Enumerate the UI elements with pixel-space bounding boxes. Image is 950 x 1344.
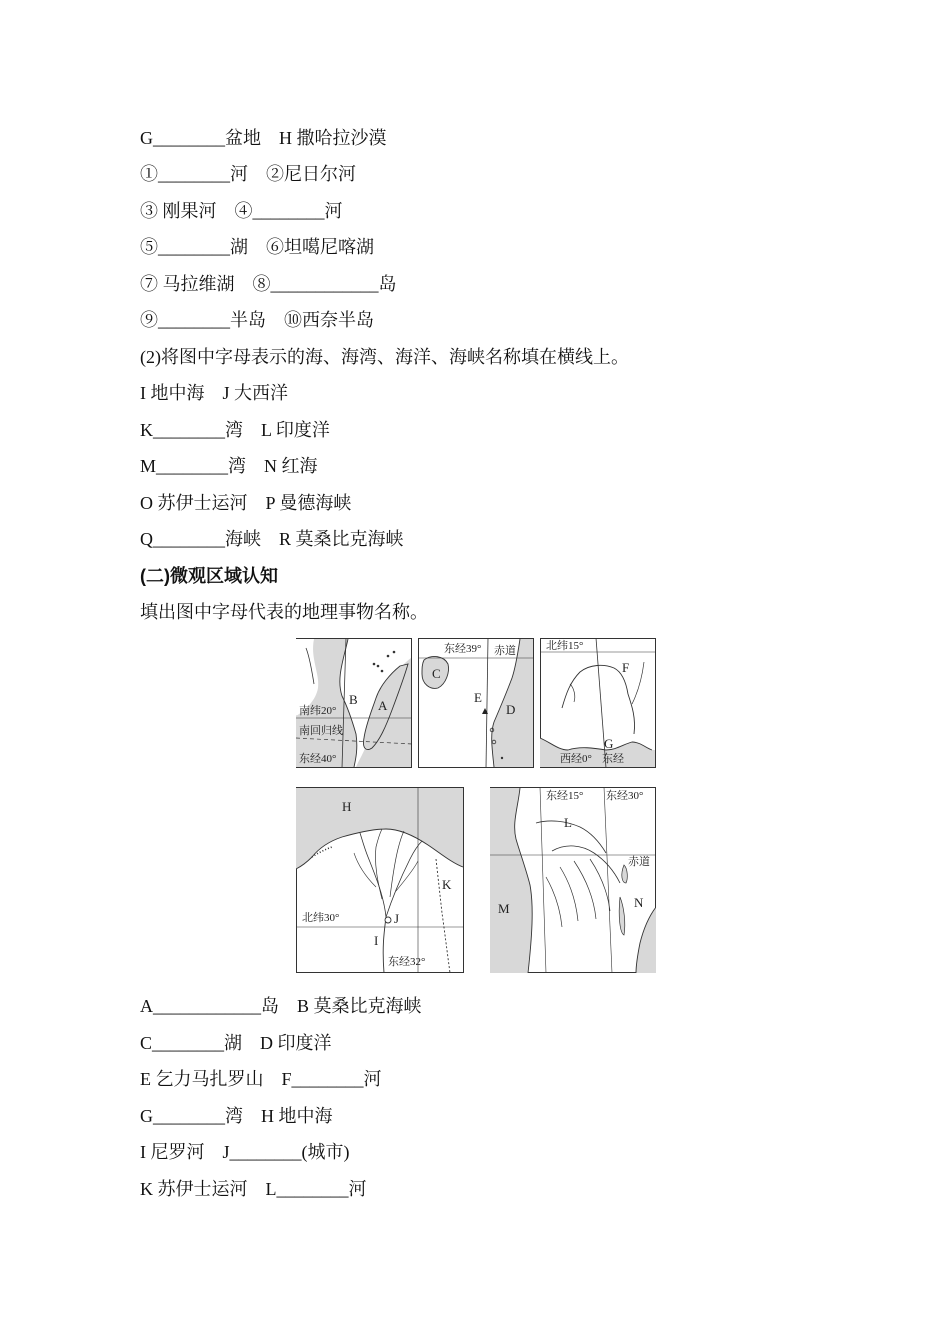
map1-letter-b: B [349,692,358,707]
map5-letter-m: M [498,901,510,916]
map2-equator: 赤道 [494,645,516,657]
map2-letter-c: C [432,666,441,681]
fill-line-k-l: K________湾 L 印度洋 [140,420,330,440]
map1-lon-40e: 东经40° [299,753,337,765]
map-nile-delta [296,787,464,973]
map1-lat-20s: 南纬20° [299,705,337,717]
map5-letter-l: L [564,815,572,830]
map3-letter-g: G [604,736,614,751]
map-madagascar [296,638,412,768]
fill-line-g-h: G________盆地 H 撒哈拉沙漠 [140,128,387,148]
map2-letter-e: E [474,690,482,705]
map1-tropic-capricorn: 南回归线 [299,725,343,737]
fill-line-m-n: M________湾 N 红海 [140,456,318,476]
map2-lon-39e: 东经39° [444,643,482,655]
fill-line-river-1-2: ①________河 ②尼日尔河 [140,164,356,184]
map-central-africa [490,787,656,973]
map-east-africa [418,638,534,768]
answer-line-i-j: I 尼罗河 J________(城市) [140,1142,350,1162]
fill-line-q-r: Q________海峡 R 莫桑比克海峡 [140,529,404,549]
map5-letter-n: N [634,895,644,910]
answer-line-a-b: A____________岛 B 莫桑比克海峡 [140,996,422,1016]
fill-line-lake-5-6: ⑤________湖 ⑥坦噶尼喀湖 [140,237,374,257]
map5-equator: 赤道 [628,856,650,868]
part2-instruction: (2)将图中字母表示的海、海湾、海洋、海峡名称填在横线上。 [140,347,629,367]
map3-lon-0w: 西经0° [560,753,592,765]
map4-letter-k: K [442,877,452,892]
answer-line-k-l: K 苏伊士运河 L________河 [140,1179,367,1199]
answer-line-c-d: C________湖 D 印度洋 [140,1033,332,1053]
fill-line-river-3-4: ③ 刚果河 ④________河 [140,201,343,221]
map3-lon-e: 东经 [602,753,624,765]
fill-line-i-j: I 地中海 J 大西洋 [140,383,288,403]
fill-line-o-p: O 苏伊士运河 P 曼德海峡 [140,493,352,513]
map5-lon-15e: 东经15° [546,790,584,802]
map2-letter-d: D [506,702,516,717]
map-west-africa [540,638,656,768]
map4-lat-30n: 北纬30° [302,912,340,924]
map4-letter-h: H [342,799,352,814]
map3-letter-f: F [622,660,630,675]
fill-line-lake-7-island-8: ⑦ 马拉维湖 ⑧____________岛 [140,274,397,294]
map4-lon-32e: 东经32° [388,956,426,968]
section-instruction: 填出图中字母代表的地理事物名称。 [140,602,428,622]
map4-letter-i: I [374,933,379,948]
map3-lat-15n: 北纬15° [546,640,584,652]
answer-line-g-h: G________湾 H 地中海 [140,1106,333,1126]
map1-letter-a: A [378,698,388,713]
answer-line-e-f: E 乞力马扎罗山 F________河 [140,1069,382,1089]
fill-line-peninsula-9-10: ⑨________半岛 ⑩西奈半岛 [140,310,374,330]
section-heading: (二)微观区域认知 [140,566,278,586]
map4-letter-j: J [394,911,400,926]
map5-lon-30e: 东经30° [606,790,644,802]
